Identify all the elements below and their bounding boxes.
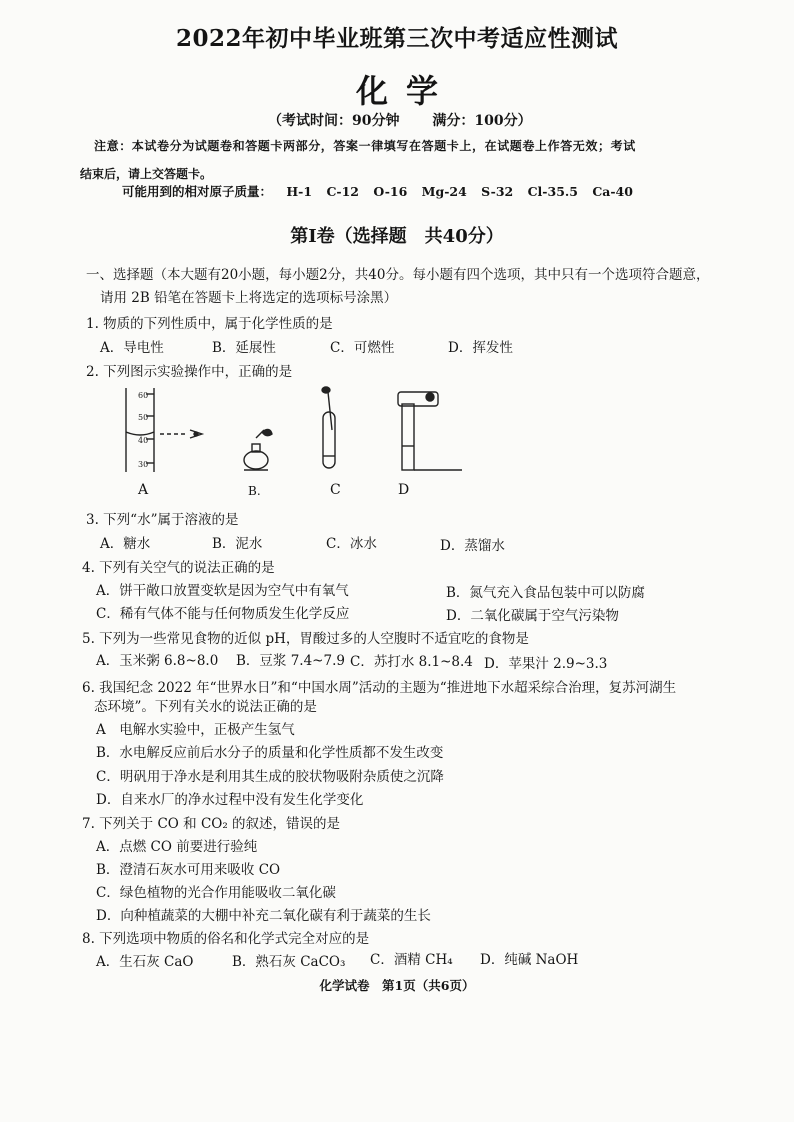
heating-test-tube-drawing <box>398 392 462 470</box>
option: C．明矾用于净水是利用其生成的胶状物吸附杂质使之沉降 <box>96 769 444 785</box>
exam-title: 2022年初中毕业班第三次中考适应性测试 <box>175 25 618 52</box>
subject-title: 化学 <box>355 72 456 110</box>
option: D．苹果汁 2.9~3.3 <box>484 656 608 672</box>
atomic-mass: O-16 <box>373 184 408 199</box>
option: C．酒精 CH₄ <box>370 952 453 968</box>
notice-line-1: 注意：本试卷分为试题卷和答题卡两部分，答案一律填写在答题卡上，在试题卷上作答无效；考试 <box>94 139 636 153</box>
question-1-stem: 1. 物质的下列性质中，属于化学性质的是 <box>86 316 333 332</box>
lab-operation-figure <box>112 386 472 504</box>
exam-time: （考试时间：90分钟 <box>268 113 400 129</box>
figure-label-d: D <box>398 482 410 498</box>
instructions-line-1: 一、选择题（本大题有20小题，每小题2分，共40分。每小题有四个选项，其中只有一个选项符合题意， <box>86 267 710 283</box>
atomic-mass: S-32 <box>481 184 514 199</box>
question-8-stem: 8. 下列选项中物质的俗名和化学式完全对应的是 <box>82 931 370 947</box>
question-6-stem-line-2: 态环境”。下列有关水的说法正确的是 <box>94 699 317 715</box>
exam-info <box>268 110 560 130</box>
option: D．挥发性 <box>448 340 513 356</box>
option: D．纯碱 NaOH <box>480 952 579 968</box>
option: B．泥水 <box>212 536 263 552</box>
atomic-masses <box>122 182 633 200</box>
option: C．苏打水 8.1~8.4 <box>350 654 473 670</box>
scale-tick: 50 <box>138 413 149 422</box>
option: A．生石灰 CaO <box>96 954 194 970</box>
figure-label-b: B. <box>248 484 261 498</box>
scale-tick: 40 <box>138 436 149 445</box>
exam-notice <box>80 132 726 188</box>
atomic-mass: H-1 <box>286 184 313 199</box>
option: C．冰水 <box>326 536 377 552</box>
option: D．向种植蔬菜的大棚中补充二氧化碳有利于蔬菜的生长 <box>96 908 431 924</box>
option: D．蒸馏水 <box>440 538 505 554</box>
option: B．澄清石灰水可用来吸收 CO <box>96 862 281 878</box>
section-title: 第Ⅰ卷（选择题 共40分） <box>290 226 504 247</box>
option: B．豆浆 7.4~7.9 <box>236 653 345 669</box>
option: A．点燃 CO 前要进行验纯 <box>96 839 258 855</box>
option: A．糖水 <box>100 536 151 552</box>
option: A 电解水实验中，正极产生氢气 <box>96 722 295 738</box>
question-4-stem: 4. 下列有关空气的说法正确的是 <box>82 560 275 576</box>
option: A．玉米粥 6.8~8.0 <box>96 653 219 669</box>
option: B．水电解反应前后水分子的质量和化学性质都不发生改变 <box>96 745 444 761</box>
question-3-stem: 3. 下列“水”属于溶液的是 <box>86 512 239 528</box>
option: C．绿色植物的光合作用能吸收二氧化碳 <box>96 885 336 901</box>
notice-line-2: 结束后，请上交答题卡。 <box>80 167 213 181</box>
page-footer: 化学试卷 第1页（共6页） <box>319 978 475 993</box>
option: C．可燃性 <box>330 340 395 356</box>
option: A．饼干敞口放置变软是因为空气中有氧气 <box>96 583 349 599</box>
option: D．自来水厂的净水过程中没有发生化学变化 <box>96 792 364 808</box>
dropper-test-tube-drawing <box>322 387 335 468</box>
atomic-mass: Mg-24 <box>421 184 467 199</box>
option: B．熟石灰 CaCO₃ <box>232 954 346 970</box>
question-7-stem: 7. 下列关于 CO 和 CO₂ 的叙述，错误的是 <box>82 816 341 832</box>
atomic-mass: Cl-35.5 <box>527 184 578 199</box>
atomic-masses-label: 可能用到的相对原子质量： <box>122 184 273 199</box>
atomic-mass: Ca-40 <box>592 184 633 199</box>
scale-tick: 60 <box>138 391 149 400</box>
part-instructions <box>86 264 736 310</box>
question-2-stem: 2. 下列图示实验操作中，正确的是 <box>86 364 293 380</box>
option: A．导电性 <box>100 340 164 356</box>
atomic-mass: C-12 <box>326 184 359 199</box>
option: C．稀有气体不能与任何物质发生化学反应 <box>96 606 350 622</box>
scale-tick: 30 <box>138 460 149 469</box>
lab-illustrations <box>112 386 472 504</box>
option: B．氮气充入食品包装中可以防腐 <box>446 585 645 601</box>
question-5-stem: 5. 下列为一些常见食物的近似 pH，胃酸过多的人空腹时不适宜吃的食物是 <box>82 631 529 647</box>
exam-score: 满分：100分） <box>432 113 532 129</box>
figure-label-a: A <box>138 482 149 498</box>
option: B．延展性 <box>212 340 276 356</box>
figure-label-c: C <box>330 482 341 498</box>
question-6-stem-line-1: 6. 我国纪念 2022 年“世界水日”和“中国水周”活动的主题为“推进地下水超采综合治理，复苏河湖生 <box>82 680 677 696</box>
option: D．二氧化碳属于空气污染物 <box>446 608 619 624</box>
instructions-line-2: 请用 2B 铅笔在答题卡上将选定的选项标号涂黑） <box>100 290 398 306</box>
alcohol-lamp-drawing <box>244 429 272 470</box>
